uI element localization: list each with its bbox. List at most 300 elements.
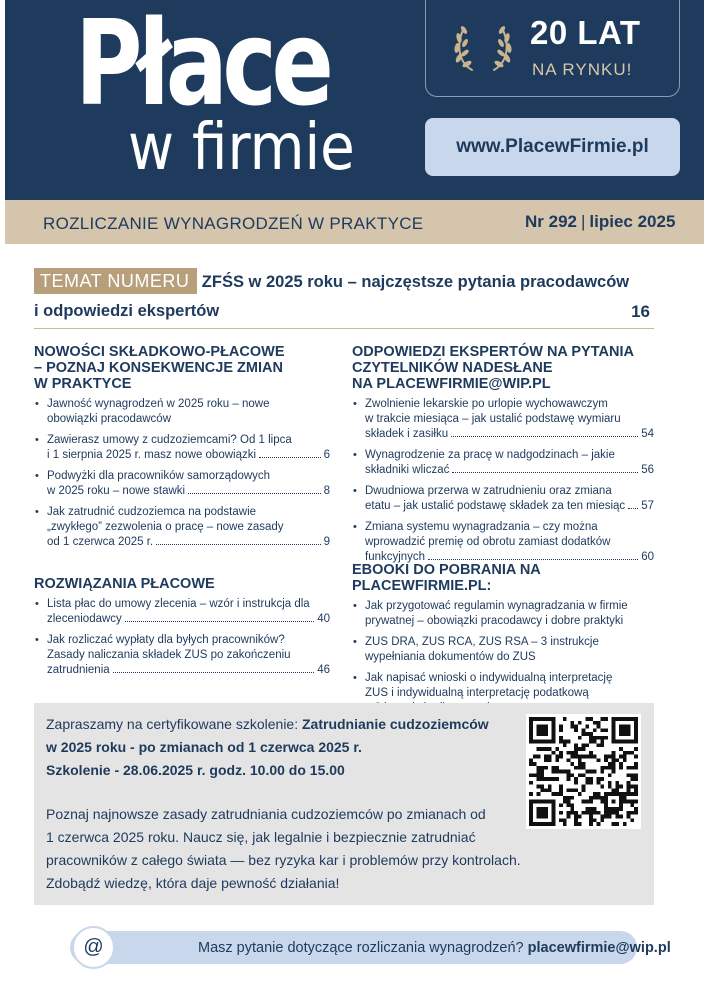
feature-title-cont[interactable]: i odpowiedzi ekspertów xyxy=(34,302,220,320)
toc-item-text: obowiązki pracodawców xyxy=(47,413,172,425)
qr-module xyxy=(574,743,578,747)
qr-module xyxy=(567,796,571,800)
laurel-wreath-icon xyxy=(450,18,516,76)
qr-module xyxy=(585,770,589,774)
qr-module xyxy=(567,740,571,744)
promo-date: Szkolenie - 28.06.2025 r. godz. 10.00 do 15.00 xyxy=(46,762,345,778)
qr-module xyxy=(604,717,608,721)
qr-module xyxy=(627,766,631,770)
qr-module xyxy=(582,743,586,747)
qr-module xyxy=(563,818,567,822)
qr-module xyxy=(593,770,597,774)
toc-item[interactable] xyxy=(34,505,330,550)
qr-module xyxy=(570,807,574,811)
toc-item-text: • ZUS DRA, ZUS RCA, ZUS RSA – 3 instrukcje xyxy=(365,636,599,648)
magazine-tagline: ROZLICZANIE WYNAGRODZEŃ W PRAKTYCE xyxy=(43,214,424,233)
qr-module xyxy=(537,773,541,777)
qr-module xyxy=(567,773,571,777)
toc-item-text: wprowadzić premię od obrotu zamiast dodatków xyxy=(365,536,611,548)
qr-module xyxy=(548,785,552,789)
qr-module xyxy=(585,755,589,759)
qr-module xyxy=(578,747,582,751)
qr-module xyxy=(559,770,563,774)
dot-leader xyxy=(628,508,638,509)
qr-module xyxy=(627,788,631,792)
toc-item[interactable] xyxy=(34,433,330,463)
qr-module xyxy=(612,770,616,774)
qr-module xyxy=(634,792,638,796)
toc-item-text: składniki wliczać xyxy=(365,464,450,476)
qr-module xyxy=(593,755,597,759)
contact-text xyxy=(198,940,671,956)
qr-module xyxy=(604,728,608,732)
qr-module xyxy=(563,743,567,747)
qr-module xyxy=(529,792,533,796)
dot-leader xyxy=(259,457,321,458)
qr-code-graphic xyxy=(529,717,638,826)
qr-module xyxy=(533,773,537,777)
qr-module xyxy=(582,788,586,792)
qr-module xyxy=(540,777,544,781)
qr-module xyxy=(627,811,631,815)
qr-module xyxy=(559,725,563,729)
promo-line-2 xyxy=(46,739,362,755)
qr-module xyxy=(604,758,608,762)
qr-module xyxy=(559,792,563,796)
promo-title-1[interactable]: Zatrudnianie cudzoziemców xyxy=(302,716,489,732)
qr-module xyxy=(567,788,571,792)
qr-module xyxy=(612,788,616,792)
qr-module xyxy=(600,728,604,732)
toc-list xyxy=(352,397,654,565)
toc-item-text: • Podwyżki dla pracowników samorządowych xyxy=(47,470,271,482)
qr-module xyxy=(612,751,616,755)
toc-item[interactable] xyxy=(34,633,330,678)
qr-module xyxy=(630,811,634,815)
qr-module xyxy=(608,773,612,777)
qr-module xyxy=(597,743,601,747)
qr-module xyxy=(623,792,627,796)
qr-module xyxy=(559,788,563,792)
qr-module xyxy=(589,717,593,721)
qr-module xyxy=(582,728,586,732)
qr-module xyxy=(537,766,541,770)
qr-module xyxy=(604,766,608,770)
qr-module xyxy=(537,792,541,796)
qr-module xyxy=(597,822,601,826)
toc-page-number: 8 xyxy=(323,485,330,497)
toc-item-text: • Jak napisać wnioski o indywidualną interpretację xyxy=(365,672,613,684)
section-payroll xyxy=(34,576,330,678)
qr-module xyxy=(634,811,638,815)
qr-module xyxy=(634,755,638,759)
contact-email[interactable]: placewfirmie@wip.pl xyxy=(527,940,671,956)
qr-code-icon[interactable] xyxy=(526,714,641,829)
qr-module xyxy=(600,743,604,747)
qr-module xyxy=(623,755,627,759)
toc-page-number: 57 xyxy=(641,500,654,512)
qr-module xyxy=(634,747,638,751)
qr-module xyxy=(555,777,559,781)
qr-module xyxy=(623,800,627,804)
qr-module xyxy=(537,770,541,774)
qr-module xyxy=(615,758,619,762)
qr-module xyxy=(623,796,627,800)
qr-module xyxy=(627,773,631,777)
qr-module xyxy=(612,800,616,804)
section-heading-line: EBOOKI DO POBRANIA NA PLACEWFIRMIE.PL: xyxy=(352,562,541,594)
qr-module xyxy=(634,785,638,789)
qr-module xyxy=(548,747,552,751)
toc-item-text: prywatnej – obowiązki pracodawcy i dobre praktyki xyxy=(365,615,624,627)
qr-module xyxy=(627,792,631,796)
qr-module xyxy=(589,811,593,815)
qr-module xyxy=(600,736,604,740)
qr-module xyxy=(578,755,582,759)
toc-item-text: funkcyjnych xyxy=(365,551,426,563)
qr-module xyxy=(574,818,578,822)
qr-module xyxy=(597,796,601,800)
qr-module xyxy=(582,773,586,777)
qr-module xyxy=(574,815,578,819)
qr-module xyxy=(559,785,563,789)
section-news xyxy=(34,344,330,576)
qr-module xyxy=(544,766,548,770)
toc-item-text: • Zawierasz umowy z cudzoziemcami? Od 1 lipca xyxy=(47,434,292,446)
qr-module xyxy=(589,732,593,736)
issue-date: lipiec 2025 xyxy=(589,212,676,231)
qr-module xyxy=(529,758,533,762)
toc-page-number: 6 xyxy=(323,449,330,461)
qr-module xyxy=(634,807,638,811)
qr-module xyxy=(585,811,589,815)
qr-module xyxy=(574,777,578,781)
qr-module xyxy=(600,740,604,744)
qr-module xyxy=(608,811,612,815)
qr-module xyxy=(533,755,537,759)
qr-module xyxy=(559,736,563,740)
promo-body-line: 1 czerwca 2025 roku. Naucz się, jak legalnie i bezpiecznie zatrudniać xyxy=(46,829,476,845)
section-answers xyxy=(352,344,654,562)
qr-module xyxy=(555,755,559,759)
promo-body-line: Zdobądź wiedzę, która daje pewność działania! xyxy=(46,875,340,891)
qr-module xyxy=(578,815,582,819)
qr-module xyxy=(627,751,631,755)
qr-module xyxy=(578,721,582,725)
qr-module xyxy=(567,770,571,774)
qr-module xyxy=(589,818,593,822)
toc-item[interactable] xyxy=(352,448,654,478)
qr-module xyxy=(570,762,574,766)
qr-module xyxy=(578,762,582,766)
toc-item-text: • Jak przygotować regulamin wynagradzania w firmie xyxy=(365,600,628,612)
qr-module xyxy=(630,803,634,807)
divider xyxy=(34,328,654,329)
qr-module xyxy=(582,747,586,751)
qr-module xyxy=(559,755,563,759)
qr-module xyxy=(589,815,593,819)
qr-module xyxy=(574,822,578,826)
qr-module xyxy=(567,758,571,762)
qr-module xyxy=(589,755,593,759)
qr-module xyxy=(600,800,604,804)
qr-module xyxy=(615,781,619,785)
section-heading-line: ROZWIĄZANIA PŁACOWE xyxy=(34,576,215,592)
qr-module xyxy=(578,773,582,777)
qr-module xyxy=(544,777,548,781)
dot-leader xyxy=(156,544,320,545)
qr-module xyxy=(570,751,574,755)
qr-module xyxy=(612,811,616,815)
promo-body xyxy=(46,803,546,895)
qr-module xyxy=(634,766,638,770)
qr-module xyxy=(630,785,634,789)
qr-module xyxy=(630,792,634,796)
qr-module xyxy=(612,822,616,826)
qr-module xyxy=(589,777,593,781)
qr-module xyxy=(597,781,601,785)
promo-body-line: Poznaj najnowsze zasady zatrudniania cudzoziemców po zmianach od xyxy=(46,806,486,822)
qr-module xyxy=(589,800,593,804)
qr-module xyxy=(593,736,597,740)
section-heading-line: ODPOWIEDZI EKSPERTÓW NA PYTANIA xyxy=(352,344,634,360)
section-heading xyxy=(34,576,330,592)
qr-module xyxy=(615,822,619,826)
qr-module xyxy=(634,777,638,781)
section-heading-line: – POZNAJ KONSEKWENCJE ZMIAN xyxy=(34,360,283,376)
qr-module xyxy=(567,800,571,804)
qr-module xyxy=(537,747,541,751)
toc-page-number: 40 xyxy=(317,613,330,625)
dot-leader xyxy=(452,472,638,473)
toc-item-text: wypełniania dokumentów do ZUS xyxy=(365,651,536,663)
qr-module xyxy=(608,815,612,819)
qr-module xyxy=(619,725,630,736)
promo-title-2[interactable]: w 2025 roku - po zmianach od 1 czerwca 2025 r. xyxy=(46,739,362,755)
qr-module xyxy=(593,807,597,811)
qr-module xyxy=(597,777,601,781)
qr-module xyxy=(623,822,627,826)
qr-module xyxy=(578,792,582,796)
qr-module xyxy=(615,815,619,819)
promo-line-1 xyxy=(46,716,489,732)
feature-label: TEMAT NUMERU xyxy=(34,268,197,294)
qr-module xyxy=(574,725,578,729)
toc-page-number: 54 xyxy=(641,428,654,440)
feature-title[interactable]: ZFŚS w 2025 roku – najczęstsze pytania pracodawców xyxy=(201,273,630,291)
toc-item[interactable] xyxy=(352,520,654,565)
qr-module xyxy=(597,721,601,725)
qr-module xyxy=(608,785,612,789)
qr-module xyxy=(540,788,544,792)
qr-module xyxy=(585,800,589,804)
qr-module xyxy=(552,792,556,796)
qr-module xyxy=(570,725,574,729)
qr-module xyxy=(589,736,593,740)
qr-module xyxy=(555,770,559,774)
qr-module xyxy=(627,785,631,789)
logo-subtitle: w firmie xyxy=(128,111,355,185)
toc-item-text: • Zwolnienie lekarskie po urlopie wychowawczym xyxy=(365,398,608,410)
qr-module xyxy=(608,781,612,785)
qr-module xyxy=(574,781,578,785)
qr-module xyxy=(570,773,574,777)
qr-module xyxy=(600,770,604,774)
qr-module xyxy=(537,807,548,818)
qr-module xyxy=(589,807,593,811)
toc-item-text: • Zmiana systemu wynagradzania – czy można xyxy=(365,521,598,533)
qr-module xyxy=(559,751,563,755)
qr-module xyxy=(578,758,582,762)
qr-module xyxy=(537,755,541,759)
qr-module xyxy=(544,788,548,792)
toc-item-text: • Jak zatrudnić cudzoziemca na podstawie xyxy=(47,506,257,518)
qr-module xyxy=(555,792,559,796)
qr-module xyxy=(585,725,589,729)
qr-module xyxy=(634,788,638,792)
qr-module xyxy=(555,766,559,770)
contact-bar[interactable] xyxy=(70,931,671,964)
qr-module xyxy=(570,788,574,792)
section-heading-line: W PRAKTYCE xyxy=(34,376,132,392)
qr-module xyxy=(552,777,556,781)
qr-module xyxy=(563,796,567,800)
qr-module xyxy=(567,811,571,815)
qr-module xyxy=(563,740,567,744)
qr-module xyxy=(623,751,627,755)
qr-module xyxy=(540,785,544,789)
section-heading-line: NOWOŚCI SKŁADKOWO-PŁACOWE xyxy=(34,344,285,360)
dot-leader xyxy=(451,436,638,437)
qr-module xyxy=(619,766,623,770)
qr-module xyxy=(559,803,563,807)
qr-module xyxy=(563,717,567,721)
qr-module xyxy=(570,811,574,815)
toc-list xyxy=(352,599,654,716)
qr-module xyxy=(630,800,634,804)
feature-page-number: 16 xyxy=(631,302,650,321)
section-heading-line: NA PLACEWFIRMIE@WIP.PL xyxy=(352,376,551,392)
qr-module xyxy=(615,811,619,815)
qr-module xyxy=(600,717,604,721)
section-heading xyxy=(352,344,654,392)
contact-question: Masz pytanie dotyczące rozliczania wynagrodzeń? xyxy=(198,940,528,956)
qr-module xyxy=(630,766,634,770)
issue-info: Nr 292 | lipiec 2025 xyxy=(525,212,676,231)
qr-module xyxy=(589,770,593,774)
qr-module xyxy=(589,796,593,800)
qr-module xyxy=(555,747,559,751)
qr-module xyxy=(582,755,586,759)
qr-module xyxy=(593,818,597,822)
qr-module xyxy=(593,796,597,800)
qr-module xyxy=(567,815,571,819)
dot-leader xyxy=(188,493,321,494)
qr-module xyxy=(567,751,571,755)
qr-module xyxy=(634,762,638,766)
qr-module xyxy=(570,796,574,800)
qr-module xyxy=(615,788,619,792)
section-ebooks xyxy=(352,562,654,716)
toc-item-text: • Wynagrodzenie za pracę w nadgodzinach – jakie xyxy=(365,449,615,461)
toc-item-text: etatu – jak ustalić podstawę składek za ten miesiąc xyxy=(365,500,626,512)
toc-item[interactable] xyxy=(352,484,654,514)
qr-module xyxy=(619,762,623,766)
toc-item[interactable] xyxy=(34,469,330,499)
qr-module xyxy=(597,792,601,796)
qr-module xyxy=(593,792,597,796)
qr-module xyxy=(604,815,608,819)
qr-module xyxy=(604,755,608,759)
toc-item[interactable] xyxy=(352,635,654,665)
training-promo xyxy=(34,703,654,905)
qr-module xyxy=(559,818,563,822)
toc-item[interactable] xyxy=(352,599,654,629)
qr-module xyxy=(540,747,544,751)
qr-module xyxy=(604,811,608,815)
qr-module xyxy=(574,755,578,759)
toc-item-text: w 2025 roku – nowe stawki xyxy=(47,485,186,497)
qr-module xyxy=(608,755,612,759)
toc-item-text: Zasady naliczania składek ZUS po zakończeniu xyxy=(47,649,291,661)
toc-item[interactable] xyxy=(34,597,330,627)
toc-item[interactable] xyxy=(352,397,654,442)
qr-module xyxy=(597,758,601,762)
qr-module xyxy=(600,785,604,789)
qr-module xyxy=(597,736,601,740)
qr-module xyxy=(593,721,597,725)
toc-item-text: • Lista płac do umowy zlecenia – wzór i instrukcja dla xyxy=(47,598,310,610)
qr-module xyxy=(627,781,631,785)
qr-module xyxy=(567,777,571,781)
issue-number: Nr 292 xyxy=(525,212,577,231)
qr-module xyxy=(634,773,638,777)
toc-item[interactable] xyxy=(34,397,330,427)
qr-module xyxy=(574,811,578,815)
qr-module xyxy=(630,818,634,822)
qr-module xyxy=(563,822,567,826)
qr-module xyxy=(589,751,593,755)
toc-item-text: w trakcie miesiąca – jak ustalić podstawę wymiaru xyxy=(365,413,621,425)
toc-page-number: 46 xyxy=(317,664,330,676)
feature-topic xyxy=(34,268,654,321)
qr-module xyxy=(600,818,604,822)
qr-module xyxy=(600,796,604,800)
qr-module xyxy=(608,762,612,766)
toc-item-text: • Jawność wynagrodzeń w 2025 roku – nowe xyxy=(47,398,270,410)
qr-module xyxy=(593,740,597,744)
qr-module xyxy=(533,762,537,766)
section-heading xyxy=(352,562,654,594)
qr-module xyxy=(529,781,533,785)
section-heading-line: CZYTELNIKÓW NADESŁANE xyxy=(352,360,553,376)
qr-module xyxy=(619,815,623,819)
qr-module xyxy=(574,728,578,732)
qr-module xyxy=(567,803,571,807)
dot-leader xyxy=(113,672,315,673)
right-column xyxy=(352,344,654,722)
qr-module xyxy=(582,785,586,789)
qr-module xyxy=(537,725,548,736)
qr-module xyxy=(619,785,623,789)
qr-module xyxy=(540,770,544,774)
promo-body-line: pracowników z całego świata — bez ryzyka kar i problemów przy kontrolach. xyxy=(46,852,521,868)
qr-module xyxy=(559,740,563,744)
website-link[interactable]: www.PlacewFirmie.pl xyxy=(425,118,680,176)
qr-module xyxy=(540,773,544,777)
qr-module xyxy=(627,815,631,819)
qr-module xyxy=(570,803,574,807)
